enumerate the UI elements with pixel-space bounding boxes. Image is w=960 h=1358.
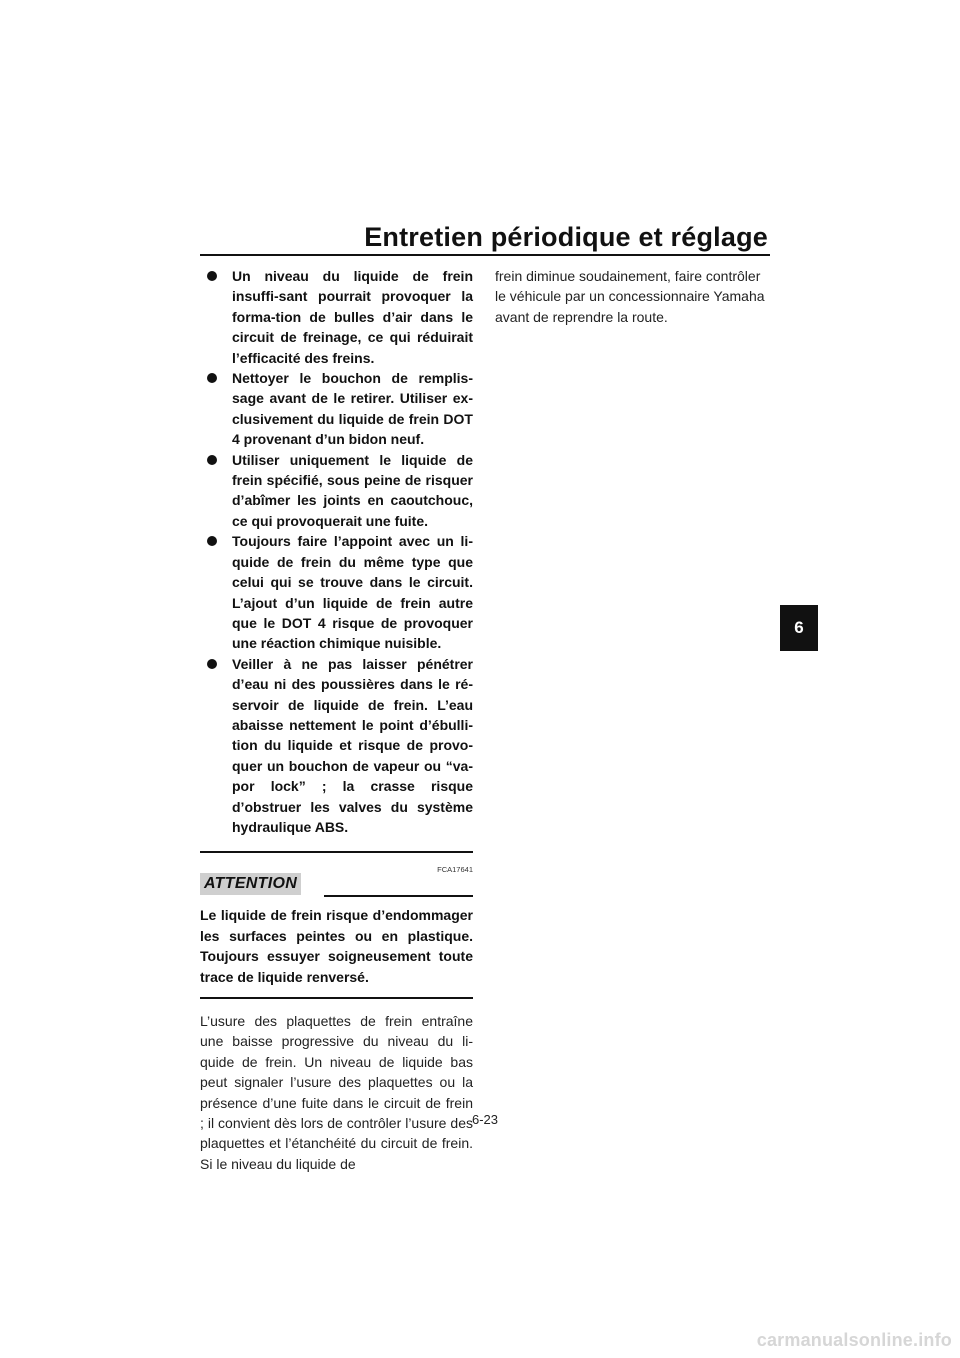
right-column (495, 266, 770, 327)
watermark: carmanualsonline.info (756, 1330, 952, 1350)
bullet-text: Toujours faire l’appoint avec un li-quide de frein du même type que celui qui se trouve dans le circuit. L’ajout d’un liquide de frein autre que le DOT 4 risque de provoquer une réaction chimique nuisible. (232, 533, 473, 652)
bullet-text: Nettoyer le bouchon de remplis-sage avant de le retirer. Utiliser ex-clusivement du liquide de frein DOT 4 provenant d’un bidon neuf. (232, 370, 473, 448)
list-item (200, 654, 473, 838)
attention-label: ATTENTION (200, 873, 301, 895)
list-item (200, 450, 473, 532)
bullet-icon (207, 271, 217, 281)
list-item (200, 266, 473, 368)
warning-bullet-list (200, 266, 473, 837)
header-rule (200, 254, 770, 256)
bullet-text: Utiliser uniquement le liquide de frein spécifié, sous peine de risquer d’abîmer les joints en caoutchouc, ce qui provoquerait une fuite. (232, 451, 473, 529)
attention-text: Le liquide de frein risque d’endommager les surfaces peintes ou en plastique. Toujours essuyer soigneusement toute trace de liquide renversé. (200, 907, 473, 985)
list-item (200, 531, 473, 653)
attention-end-rule (200, 997, 473, 999)
page-number: 6-23 (471, 1112, 499, 1127)
bullet-text: Un niveau du liquide de frein insuffi-sant pourrait provoquer la forma-tion de bulles d’air dans le circuit de freinage, ce qui réduirait l’efficacité des freins. (232, 268, 473, 366)
bullet-icon (207, 455, 217, 465)
attention-rule (324, 895, 473, 897)
chapter-tab[interactable]: 6 (780, 605, 818, 651)
page-title: Entretien périodique et réglage (364, 222, 768, 252)
attention-header (200, 865, 473, 897)
list-item (200, 368, 473, 450)
body-paragraph-right: frein diminue soudainement, faire contrôler le véhicule par un concessionnaire Yamaha avant de reprendre la route. (495, 268, 765, 325)
attention-code: FCA17641 (437, 865, 473, 875)
bullet-text: Veiller à ne pas laisser pénétrer d’eau ni des poussières dans le ré-servoir de liquide de frein. L’eau abaisse nettement le point d’ébulli-tion du liquide et risque de provo-quer un bouchon de vapeur ou “va-por lock” ; la crasse risque d’obstruer les valves du système hydraulique ABS. (232, 655, 473, 835)
left-column (200, 266, 473, 1174)
bullet-icon (207, 659, 217, 669)
bullet-icon (207, 536, 217, 546)
bullet-icon (207, 373, 217, 383)
warning-end-rule (200, 851, 473, 853)
body-paragraph-left: L’usure des plaquettes de frein entraîne une baisse progressive du niveau du li-quide de frein. Un niveau de liquide bas peut signaler l’usure des plaquettes ou la présence d’une fuite dans le circuit de frein ; il convient dès lors de contrôler l’usure des plaquettes et l’étanchéité du circuit de frein. Si le niveau du liquide de (200, 1013, 473, 1172)
